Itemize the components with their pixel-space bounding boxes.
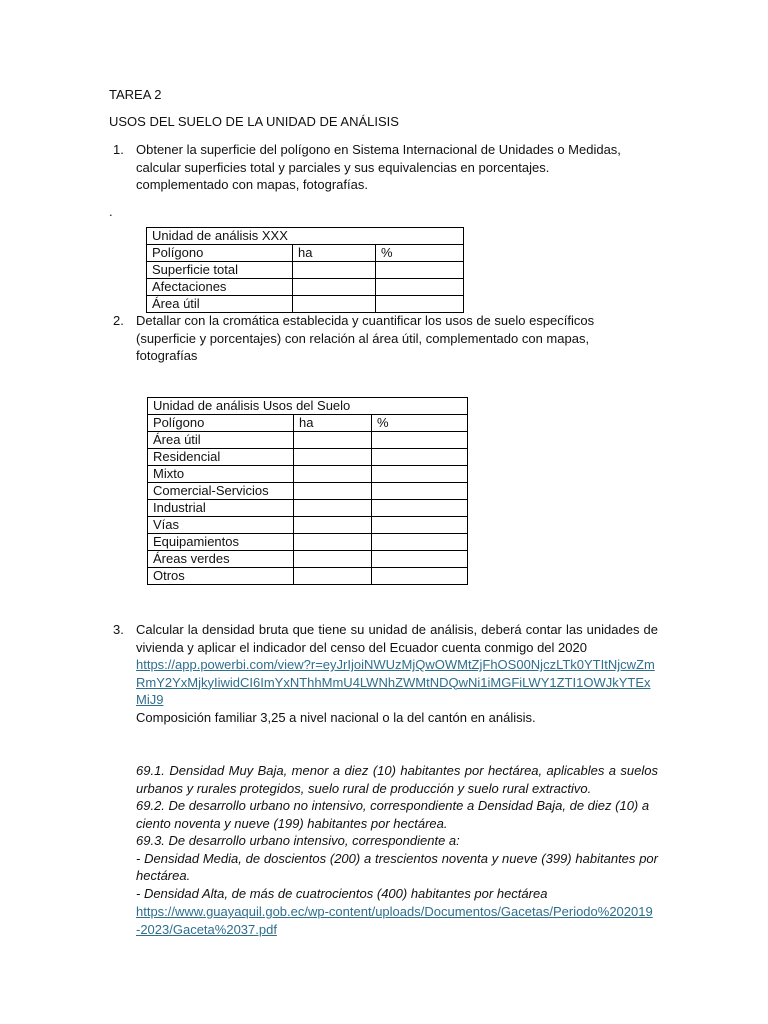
item-2-text bbox=[136, 312, 658, 365]
empty-cell bbox=[294, 551, 372, 568]
table-row bbox=[148, 432, 468, 449]
table-header-row bbox=[147, 245, 464, 262]
row-label-cell: Vías bbox=[148, 517, 294, 534]
header-cell: ha bbox=[294, 415, 372, 432]
empty-cell bbox=[294, 500, 372, 517]
table-row bbox=[148, 517, 468, 534]
empty-cell bbox=[293, 262, 376, 279]
quote-paragraph: - Densidad Media, de doscientos (200) a trescientos noventa y nueve (399) habitantes por hectárea. bbox=[136, 850, 658, 883]
row-label-cell: Área útil bbox=[147, 296, 293, 313]
item-2-line: Detallar con la cromática establecida y cuantificar los usos de suelo específicos bbox=[136, 313, 595, 328]
empty-cell bbox=[293, 296, 376, 313]
empty-cell bbox=[294, 534, 372, 551]
stray-dot: . bbox=[109, 204, 113, 219]
gaceta-link[interactable]: https://www.guayaquil.gob.ec/wp-content/uploads/Documentos/Gacetas/Periodo%202019-2023/Gaceta%2037.pdf bbox=[136, 904, 653, 937]
row-label-cell: Otros bbox=[148, 568, 294, 585]
item-1-text bbox=[136, 141, 658, 194]
section-title: USOS DEL SUELO DE LA UNIDAD DE ANÁLISIS bbox=[109, 114, 399, 129]
quote-paragraph: - Densidad Alta, de más de cuatrocientos (400) habitantes por hectárea bbox=[136, 885, 548, 901]
quote-paragraph: 69.1. Densidad Muy Baja, menor a diez (10) habitantes por hectárea, aplicables a suelos urbanos y rurales protegidos, suelo rural de producción y suelo rural extractivo. bbox=[136, 763, 658, 796]
row-label-cell: Residencial bbox=[148, 449, 294, 466]
table-row bbox=[148, 500, 468, 517]
item-2-line: fotografías bbox=[136, 348, 198, 363]
row-label-cell: Superficie total bbox=[147, 262, 293, 279]
empty-cell bbox=[294, 449, 372, 466]
powerbi-link[interactable]: https://app.powerbi.com/view?r=eyJrIjoiNWUzMjQwOWMtZjFhOS00NjczLTk0YTItNjcwZmRmY2YxMjkyIiwidCI6ImYxNThhMmU4LWNhZWMtNDQwNi1iMGFiLWY1ZTI1OWJkYTExMiJ9 bbox=[136, 657, 655, 707]
item-3-number: 3. bbox=[113, 622, 124, 637]
empty-cell bbox=[372, 551, 468, 568]
empty-cell bbox=[376, 279, 464, 296]
empty-cell bbox=[372, 568, 468, 585]
row-label-cell: Equipamientos bbox=[148, 534, 294, 551]
header-cell: ha bbox=[293, 245, 376, 262]
table-title-cell: Unidad de análisis Usos del Suelo bbox=[148, 398, 468, 415]
item-2-number: 2. bbox=[113, 313, 124, 328]
empty-cell bbox=[293, 279, 376, 296]
header-cell: Polígono bbox=[147, 245, 293, 262]
task-title: TAREA 2 bbox=[109, 87, 162, 102]
table-row bbox=[148, 483, 468, 500]
empty-cell bbox=[376, 262, 464, 279]
item-3-note: Composición familiar 3,25 a nivel nacional o la del cantón en análisis. bbox=[136, 709, 536, 725]
quote-paragraph: 69.3. De desarrollo urbano intensivo, correspondiente a: bbox=[136, 833, 460, 848]
table-area-summary bbox=[146, 227, 464, 313]
quote-paragraph: 69.2. De desarrollo urbano no intensivo, correspondiente a Densidad Baja, de diez (10) a ciento noventa y nueve (199) habitantes por hectárea. bbox=[136, 798, 650, 831]
table-row bbox=[147, 296, 464, 313]
table-row bbox=[148, 534, 468, 551]
empty-cell bbox=[294, 466, 372, 483]
table-row bbox=[147, 279, 464, 296]
item-2-line: (superficie y porcentajes) con relación al área útil, complementado con mapas, bbox=[136, 330, 590, 346]
empty-cell bbox=[372, 517, 468, 534]
table-land-use bbox=[147, 397, 468, 585]
header-cell: % bbox=[372, 415, 468, 432]
row-label-cell: Comercial-Servicios bbox=[148, 483, 294, 500]
empty-cell bbox=[294, 483, 372, 500]
empty-cell bbox=[372, 483, 468, 500]
table-header-row bbox=[148, 415, 468, 432]
item-3-text: Calcular la densidad bruta que tiene su unidad de análisis, deberá contar las unidades de vivienda y aplicar el indicador del censo del Ecuador cuenta conmigo del 2020 bbox=[136, 622, 658, 655]
item-1-line: calcular superficies total y parciales y sus equivalencias en porcentajes. bbox=[136, 159, 550, 175]
item-3-block bbox=[136, 621, 658, 726]
item-1-line: complementado con mapas, fotografías. bbox=[136, 177, 368, 192]
density-quote bbox=[136, 762, 658, 902]
table-row bbox=[148, 398, 468, 415]
empty-cell bbox=[372, 432, 468, 449]
table-row bbox=[148, 551, 468, 568]
table-row bbox=[147, 262, 464, 279]
row-label-cell: Área útil bbox=[148, 432, 294, 449]
empty-cell bbox=[372, 534, 468, 551]
table-title-cell: Unidad de análisis XXX bbox=[147, 228, 464, 245]
empty-cell bbox=[294, 517, 372, 534]
empty-cell bbox=[372, 449, 468, 466]
row-label-cell: Afectaciones bbox=[147, 279, 293, 296]
header-cell: Polígono bbox=[148, 415, 294, 432]
empty-cell bbox=[294, 432, 372, 449]
table-row bbox=[147, 228, 464, 245]
row-label-cell: Mixto bbox=[148, 466, 294, 483]
item-1-number: 1. bbox=[113, 142, 124, 157]
header-cell: % bbox=[376, 245, 464, 262]
empty-cell bbox=[372, 500, 468, 517]
empty-cell bbox=[294, 568, 372, 585]
row-label-cell: Áreas verdes bbox=[148, 551, 294, 568]
table-row bbox=[148, 466, 468, 483]
table-row bbox=[148, 568, 468, 585]
table-row bbox=[148, 449, 468, 466]
row-label-cell: Industrial bbox=[148, 500, 294, 517]
empty-cell bbox=[372, 466, 468, 483]
empty-cell bbox=[376, 296, 464, 313]
item-1-line: Obtener la superficie del polígono en Sistema Internacional de Unidades o Medidas, bbox=[136, 142, 621, 157]
